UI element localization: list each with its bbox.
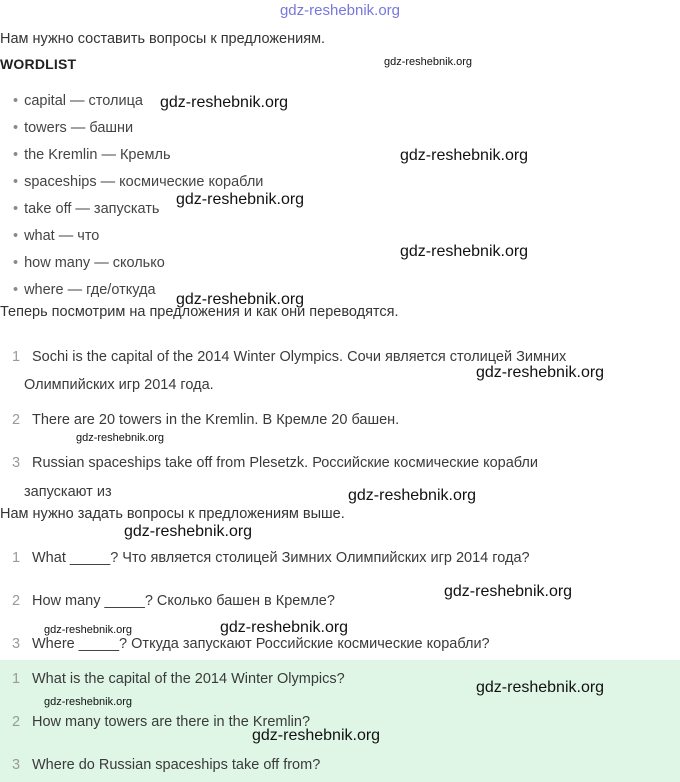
question-number: 2 bbox=[12, 593, 21, 609]
watermark: gdz-reshebnik.org bbox=[44, 624, 133, 636]
answer-number: 3 bbox=[12, 757, 21, 773]
sentence-text: There are 20 towers in the Kremlin. В Кремле 20 башен. bbox=[32, 412, 400, 428]
watermark: gdz-reshebnik.org bbox=[476, 679, 605, 696]
watermark: gdz-reshebnik.org bbox=[220, 619, 349, 636]
list-item: • how many — сколько bbox=[13, 255, 165, 271]
sentences-intro: Теперь посмотрим на предложения и как они переводятся. bbox=[0, 304, 399, 320]
answer-text: Where do Russian spaceships take off from? bbox=[32, 757, 321, 773]
questions-intro: Нам нужно задать вопросы к предложениям выше. bbox=[0, 506, 345, 522]
answer-number: 1 bbox=[12, 671, 21, 687]
sentence-text-continued: запускают из bbox=[24, 484, 112, 500]
question-text: What _____? Что является столицей Зимних Олимпийских игр 2014 года? bbox=[32, 550, 530, 566]
sentence-text: Sochi is the capital of the 2014 Winter Olympics. Сочи является столицей Зимних bbox=[32, 349, 567, 365]
question-number: 1 bbox=[12, 550, 21, 566]
watermark: gdz-reshebnik.org bbox=[76, 432, 165, 444]
sentence-number: 1 bbox=[12, 349, 21, 365]
watermark: gdz-reshebnik.org bbox=[124, 523, 253, 540]
watermark: gdz-reshebnik.org bbox=[476, 364, 605, 381]
watermark: gdz-reshebnik.org bbox=[400, 147, 529, 164]
list-item: • what — что bbox=[13, 228, 100, 244]
watermark: gdz-reshebnik.org bbox=[160, 94, 289, 111]
watermark: gdz-reshebnik.org bbox=[44, 696, 133, 708]
intro-text: Нам нужно составить вопросы к предложениям. bbox=[0, 31, 326, 47]
question-text: Where _____? Откуда запускают Российские космические корабли? bbox=[32, 636, 490, 652]
list-item: • take off — запускать bbox=[13, 201, 160, 217]
watermark: gdz-reshebnik.org bbox=[176, 291, 305, 308]
sentence-number: 3 bbox=[12, 455, 21, 471]
watermark: gdz-reshebnik.org bbox=[176, 191, 305, 208]
watermark: gdz-reshebnik.org bbox=[400, 243, 529, 260]
sentence-number: 2 bbox=[12, 412, 21, 428]
list-item: • where — где/откуда bbox=[13, 282, 156, 298]
sentence-text: Russian spaceships take off from Plesetzk. Российские космические корабли bbox=[32, 455, 538, 471]
list-item: • towers — башни bbox=[13, 120, 134, 136]
list-item: • spaceships — космические корабли bbox=[13, 174, 264, 190]
answer-text: What is the capital of the 2014 Winter Olympics? bbox=[32, 671, 345, 687]
list-item: • capital — столица bbox=[13, 93, 143, 109]
watermark: gdz-reshebnik.org bbox=[444, 583, 573, 600]
question-text: How many _____? Сколько башен в Кремле? bbox=[32, 593, 335, 609]
watermark: gdz-reshebnik.org bbox=[252, 727, 381, 744]
watermark: gdz-reshebnik.org bbox=[348, 487, 477, 504]
question-number: 3 bbox=[12, 636, 21, 652]
watermark: gdz-reshebnik.org bbox=[384, 56, 473, 68]
answer-number: 2 bbox=[12, 714, 21, 730]
top-watermark: gdz-reshebnik.org bbox=[279, 2, 401, 19]
list-item: • the Kremlin — Кремль bbox=[13, 147, 171, 163]
sentence-text-continued: Олимпийских игр 2014 года. bbox=[24, 377, 214, 393]
wordlist-heading: WORDLIST bbox=[0, 56, 77, 72]
answer-text: How many towers are there in the Kremlin? bbox=[32, 714, 311, 730]
